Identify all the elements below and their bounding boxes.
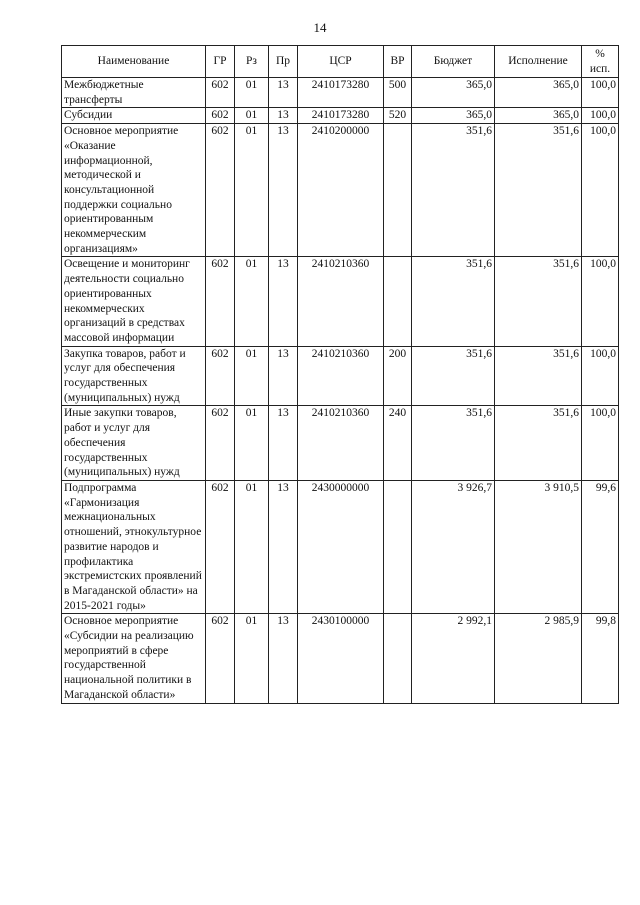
row-percent: 100,0	[582, 406, 619, 481]
row-execution: 351,6	[495, 346, 582, 406]
row-gr: 602	[206, 614, 235, 703]
row-rz: 01	[235, 614, 269, 703]
row-execution: 365,0	[495, 108, 582, 124]
row-gr: 602	[206, 406, 235, 481]
header-csr: ЦСР	[298, 46, 384, 78]
table-row	[62, 78, 619, 108]
row-pr: 13	[269, 78, 298, 108]
row-pr: 13	[269, 257, 298, 346]
table-row	[62, 257, 619, 346]
header-percent-symbol: %	[595, 47, 605, 60]
row-execution: 2 985,9	[495, 614, 582, 703]
table-row	[62, 108, 619, 124]
row-pr: 13	[269, 406, 298, 481]
row-pr: 13	[269, 108, 298, 124]
row-name: Освещение и мониторинг деятельности социально ориентированных некоммерческих организаций в средствах массовой информации	[62, 257, 206, 346]
row-budget: 365,0	[412, 108, 495, 124]
row-budget: 351,6	[412, 257, 495, 346]
row-name: Закупка товаров, работ и услуг для обеспечения государственных (муниципальных) нужд	[62, 346, 206, 406]
row-name: Иные закупки товаров, работ и услуг для обеспечения государственных (муниципальных) нужд	[62, 406, 206, 481]
row-percent: 100,0	[582, 257, 619, 346]
row-budget: 365,0	[412, 78, 495, 108]
row-rz: 01	[235, 257, 269, 346]
row-execution: 3 910,5	[495, 480, 582, 613]
header-name: Наименование	[62, 46, 206, 78]
header-pr: Пр	[269, 46, 298, 78]
header-rz: Рз	[235, 46, 269, 78]
row-vr	[384, 124, 412, 257]
row-vr: 200	[384, 346, 412, 406]
row-rz: 01	[235, 480, 269, 613]
row-percent: 100,0	[582, 124, 619, 257]
page-number: 14	[313, 20, 327, 35]
row-execution: 351,6	[495, 406, 582, 481]
row-pr: 13	[269, 614, 298, 703]
row-percent: 99,6	[582, 480, 619, 613]
header-vr: ВР	[384, 46, 412, 78]
row-csr: 2410173280	[298, 108, 384, 124]
row-percent: 99,8	[582, 614, 619, 703]
row-pr: 13	[269, 480, 298, 613]
row-name: Основное мероприятие «Оказание информационной, методической и консультационной поддержки социально ориентированным некоммерческим организациям»	[62, 124, 206, 257]
row-pr: 13	[269, 346, 298, 406]
row-csr: 2430100000	[298, 614, 384, 703]
row-name: Межбюджетные трансферты	[62, 78, 206, 108]
row-rz: 01	[235, 346, 269, 406]
table-row	[62, 406, 619, 481]
header-budget: Бюджет	[412, 46, 495, 78]
header-percent-label: исп.	[589, 62, 611, 75]
row-execution: 351,6	[495, 257, 582, 346]
budget-execution-table	[61, 45, 619, 704]
table-row	[62, 614, 619, 703]
row-pr: 13	[269, 124, 298, 257]
row-budget: 351,6	[412, 346, 495, 406]
header-percent	[582, 46, 619, 78]
row-vr: 520	[384, 108, 412, 124]
row-budget: 3 926,7	[412, 480, 495, 613]
row-vr	[384, 257, 412, 346]
row-rz: 01	[235, 124, 269, 257]
row-gr: 602	[206, 346, 235, 406]
row-percent: 100,0	[582, 346, 619, 406]
row-vr	[384, 480, 412, 613]
row-budget: 351,6	[412, 406, 495, 481]
row-vr	[384, 614, 412, 703]
row-csr: 2410210360	[298, 346, 384, 406]
row-execution: 351,6	[495, 124, 582, 257]
header-row	[62, 46, 619, 78]
row-vr: 240	[384, 406, 412, 481]
header-execution: Исполнение	[495, 46, 582, 78]
row-csr: 2410173280	[298, 78, 384, 108]
row-percent: 100,0	[582, 108, 619, 124]
row-name: Подпрограмма «Гармонизация межнациональных отношений, этнокультурное развитие народов и профилактика экстремистских проявлений в Магаданской области» на 2015-2021 годы»	[62, 480, 206, 613]
table-row	[62, 346, 619, 406]
row-name: Субсидии	[62, 108, 206, 124]
table-row	[62, 124, 619, 257]
row-csr: 2410200000	[298, 124, 384, 257]
row-name: Основное мероприятие «Субсидии на реализацию мероприятий в сфере государственной национальной политики в Магаданской области»	[62, 614, 206, 703]
row-gr: 602	[206, 124, 235, 257]
row-gr: 602	[206, 108, 235, 124]
row-budget: 351,6	[412, 124, 495, 257]
row-percent: 100,0	[582, 78, 619, 108]
header-gr: ГР	[206, 46, 235, 78]
row-rz: 01	[235, 406, 269, 481]
row-gr: 602	[206, 78, 235, 108]
row-vr: 500	[384, 78, 412, 108]
row-csr: 2430000000	[298, 480, 384, 613]
row-gr: 602	[206, 257, 235, 346]
row-budget: 2 992,1	[412, 614, 495, 703]
row-csr: 2410210360	[298, 257, 384, 346]
row-execution: 365,0	[495, 78, 582, 108]
row-csr: 2410210360	[298, 406, 384, 481]
table-row	[62, 480, 619, 613]
row-rz: 01	[235, 78, 269, 108]
row-rz: 01	[235, 108, 269, 124]
row-gr: 602	[206, 480, 235, 613]
